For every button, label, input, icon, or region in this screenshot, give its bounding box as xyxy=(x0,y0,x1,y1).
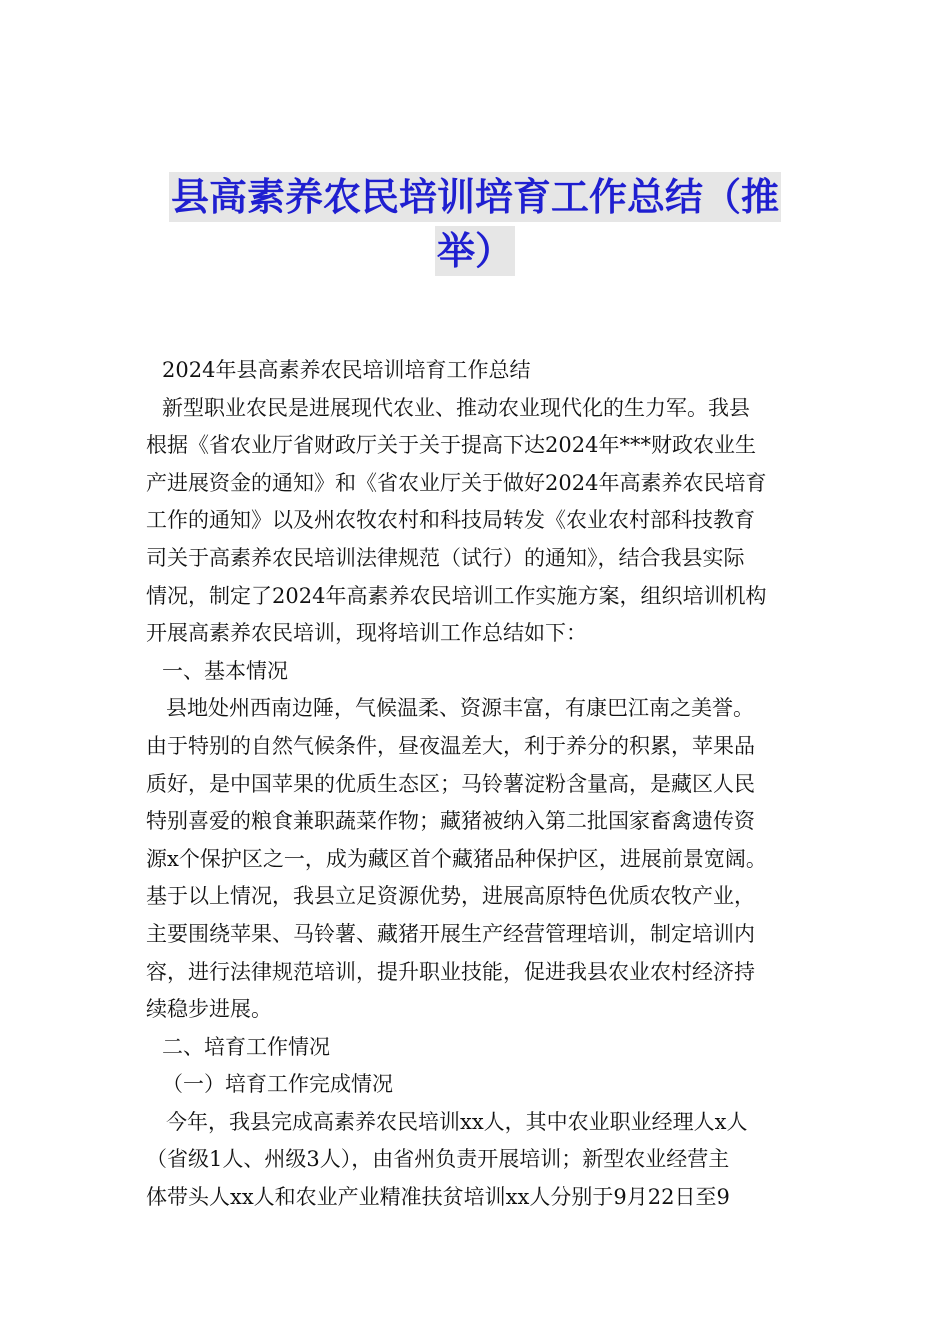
document-body xyxy=(146,352,816,1217)
body-line: 根据《省农业厅省财政厅关于关于提高下达2024年***财政农业生 xyxy=(146,433,756,458)
title-line-1: 县高素养农民培训培育工作总结（推 xyxy=(169,172,781,222)
body-line: 质好，是中国苹果的优质生态区；马铃薯淀粉含量高，是藏区人民 xyxy=(146,771,755,796)
body-line: 体带头人xx人和农业产业精准扶贫培训xx人分别于9月22日至9 xyxy=(146,1185,730,1210)
body-line: 续稳步进展。 xyxy=(146,997,272,1022)
subtitle-line: 2024年县高素养农民培训培育工作总结 xyxy=(162,358,531,382)
body-line: （省级1人、州级3人），由省州负责开展培训；新型农业经营主 xyxy=(146,1147,730,1172)
body-line: 产进展资金的通知》和《省农业厅关于做好2024年高素养农民培育 xyxy=(146,470,767,495)
body-line: 情况，制定了2024年高素养农民培训工作实施方案，组织培训机构 xyxy=(146,583,767,608)
body-line: 源x个保护区之一，成为藏区首个藏猪品种保护区，进展前景宽阔。 xyxy=(146,846,767,871)
body-line: 容，进行法律规范培训，提升职业技能，促进我县农业农村经济持 xyxy=(146,959,755,984)
body-line: 工作的通知》以及州农牧农村和科技局转发《农业农村部科技教育 xyxy=(146,508,755,533)
body-line: 基于以上情况，我县立足资源优势，进展高原特色优质农牧产业， xyxy=(146,884,755,909)
body-line: 由于特别的自然气候条件，昼夜温差大，利于养分的积累，苹果品 xyxy=(146,733,755,758)
body-line: 开展高素养农民培训，现将培训工作总结如下： xyxy=(146,621,587,646)
section-heading: 一、基本情况 xyxy=(162,658,288,683)
title-line-2: 举） xyxy=(435,226,515,276)
section-heading: 二、培育工作情况 xyxy=(162,1034,330,1059)
body-line: 司关于高素养农民培训法律规范（试行）的通知》，结合我县实际 xyxy=(146,545,745,570)
body-line: 今年，我县完成高素养农民培训xx人，其中农业职业经理人x人 xyxy=(166,1109,748,1134)
body-line: 新型职业农民是进展现代农业、推动农业现代化的生力军。我县 xyxy=(162,395,750,420)
body-line: 主要围绕苹果、马铃薯、藏猪开展生产经营管理培训，制定培训内 xyxy=(146,921,755,946)
body-line: 县地处州西南边陲，气候温柔、资源丰富，有康巴江南之美誉。 xyxy=(166,696,754,721)
document-title xyxy=(0,172,950,280)
body-line: 特别喜爱的粮食兼职蔬菜作物；藏猪被纳入第二批国家畜禽遗传资 xyxy=(146,809,755,834)
subsection-heading: （一）培育工作完成情况 xyxy=(162,1072,393,1097)
